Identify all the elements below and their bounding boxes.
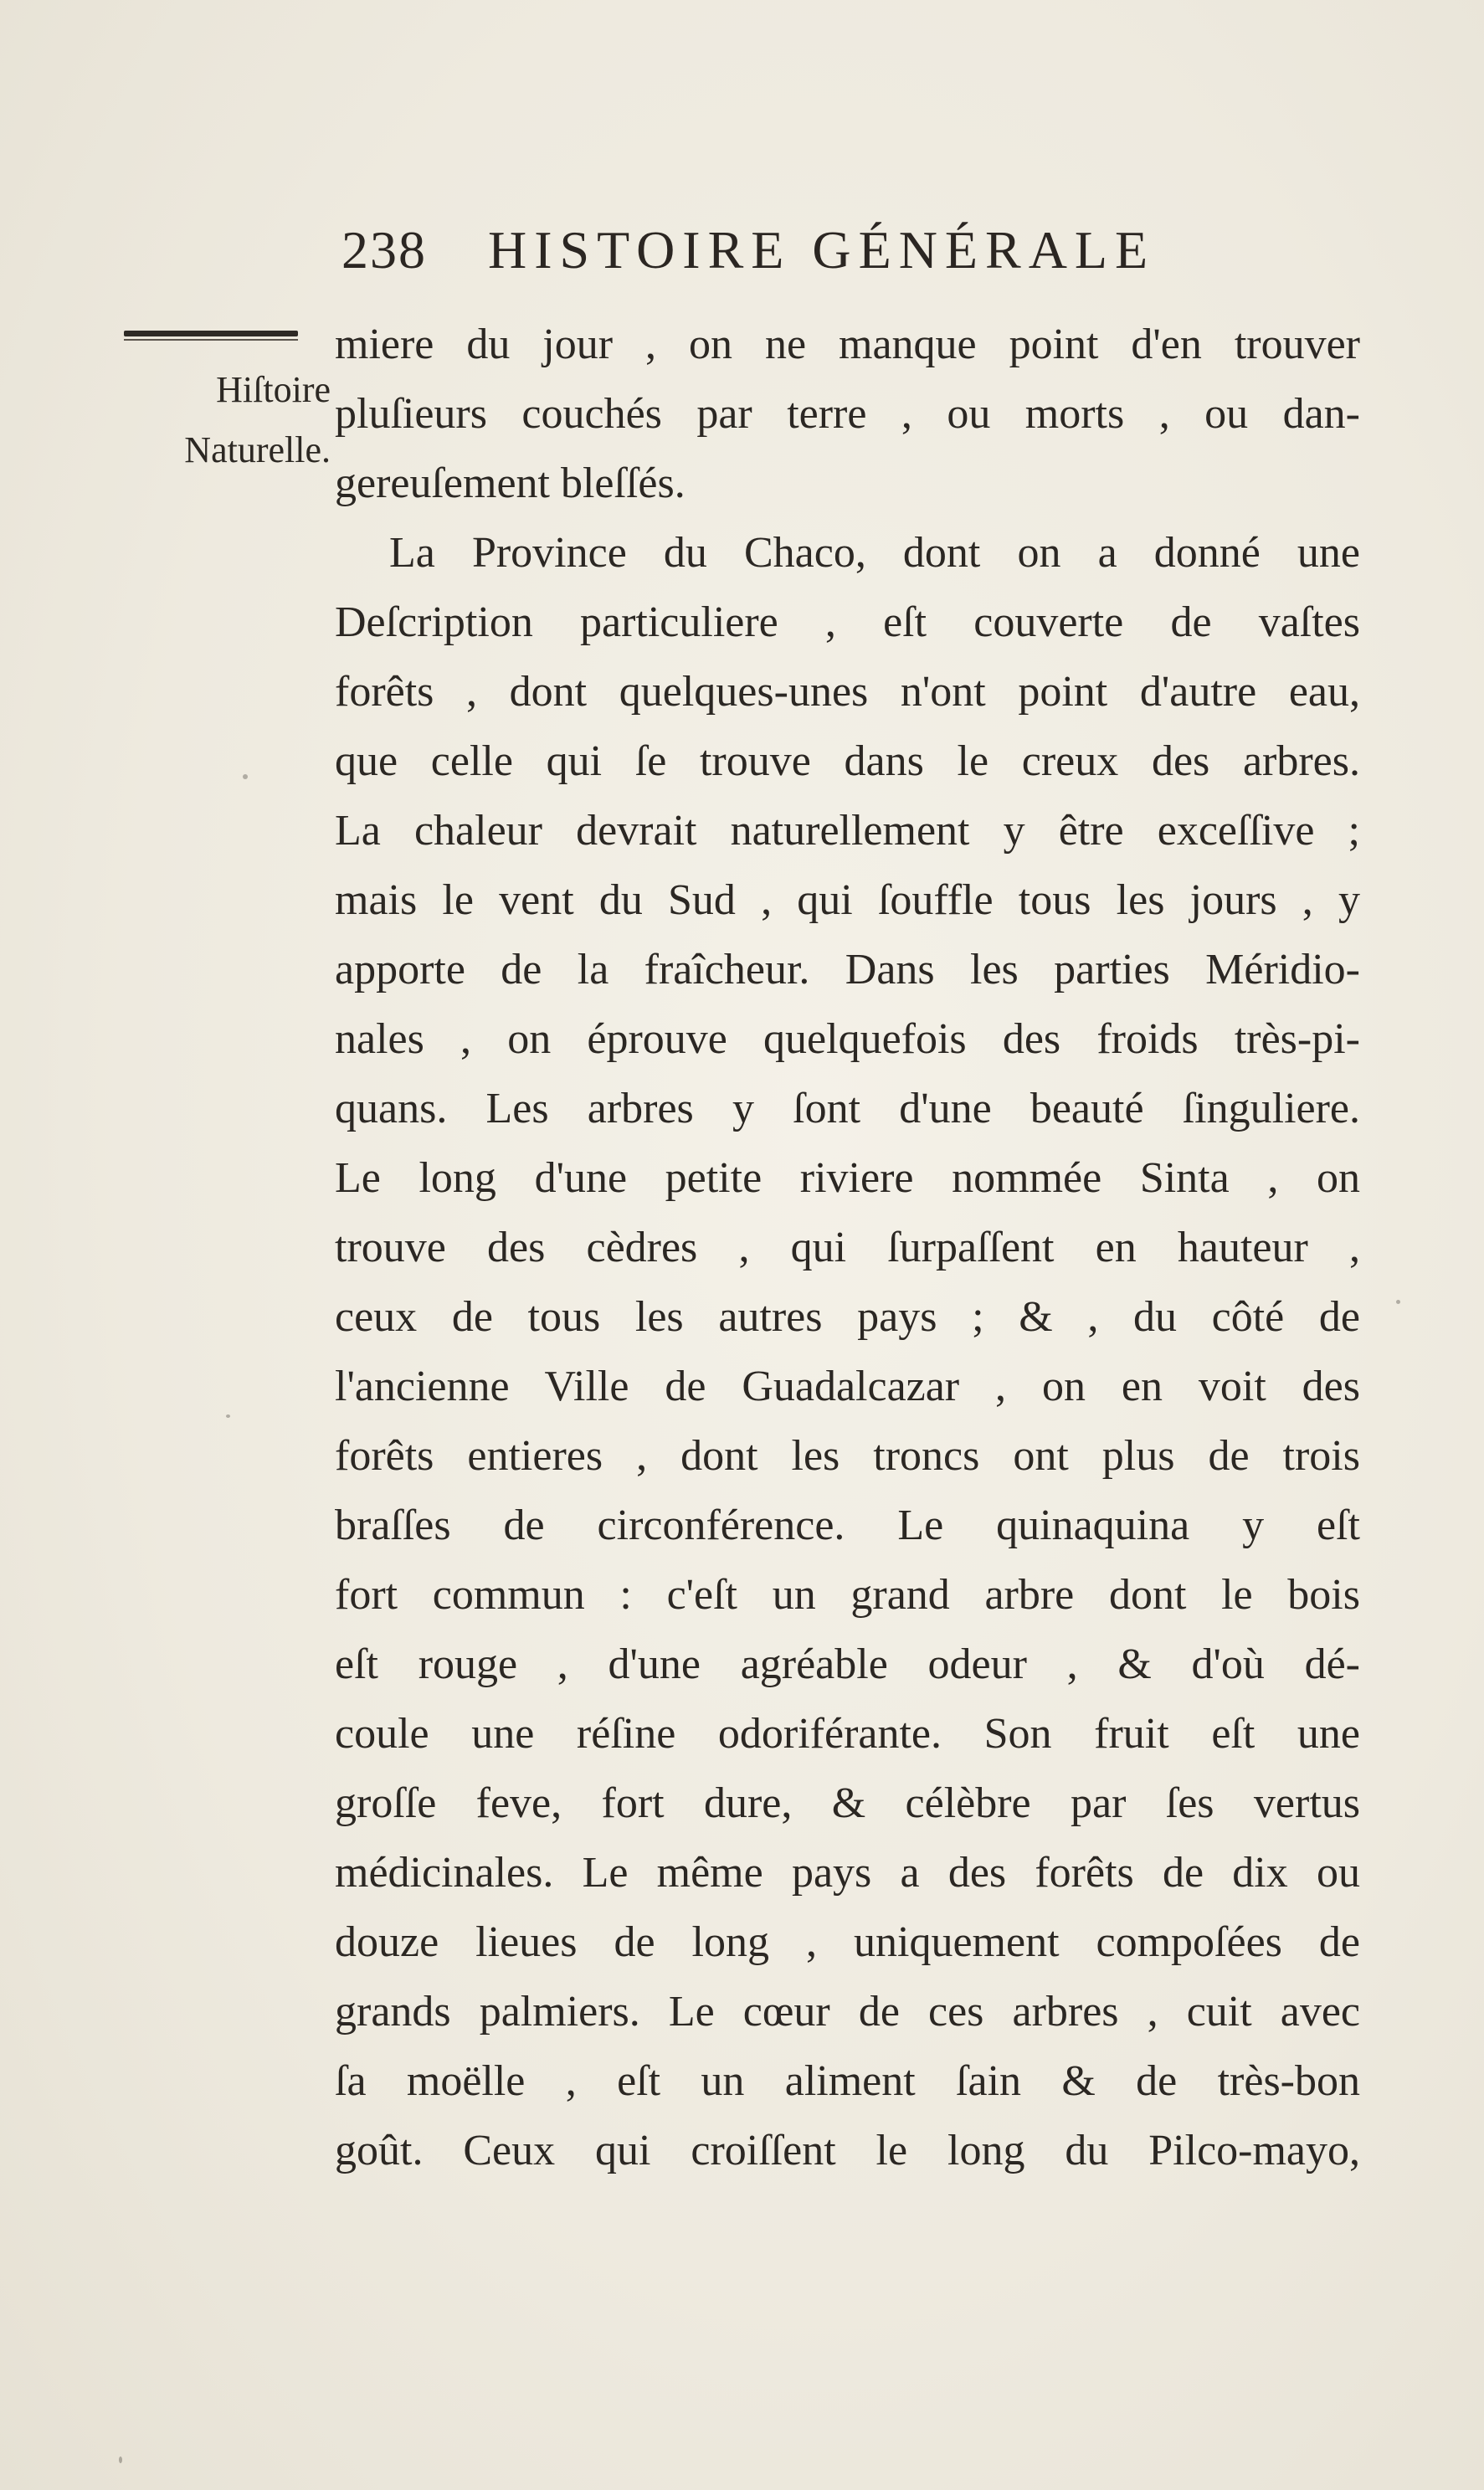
text-line: grands palmiers. Le cœur de ces arbres , cuit avec <box>335 1988 1360 2036</box>
text-line: forêts entieres , dont les troncs ont plus de trois <box>335 1432 1360 1480</box>
body-text <box>335 310 1360 2185</box>
running-title: HISTOIRE GÉNÉRALE <box>488 220 1156 280</box>
text-line: braſſes de circonférence. Le quinaquina y eſt <box>335 1502 1360 1549</box>
text-line: quans. Les arbres y ſont d'une beauté ſinguliere. <box>335 1085 1360 1132</box>
text-line: nales , on éprouve quelquefois des froids très-pi- <box>335 1015 1360 1063</box>
text-line: pluſieurs couchés par terre , ou morts , ou dan- <box>335 390 1360 438</box>
paper-speck <box>1396 1300 1400 1304</box>
text-line: coule une réſine odoriférante. Son fruit eſt une <box>335 1710 1360 1758</box>
text-line: groſſe feve, fort dure, & célèbre par ſes vertus <box>335 1779 1360 1827</box>
text-line: que celle qui ſe trouve dans le creux des arbres. <box>335 737 1360 785</box>
text-line: médicinales. Le même pays a des forêts de dix ou <box>335 1849 1360 1897</box>
text-line: La Province du Chaco, dont on a donné une <box>389 529 1360 577</box>
text-line: ſa moëlle , eſt un aliment ſain & de très-bon <box>335 2057 1360 2105</box>
text-line: fort commun : c'eſt un grand arbre dont le bois <box>335 1571 1360 1619</box>
running-head <box>341 219 1262 295</box>
paper-speck <box>119 2457 122 2463</box>
text-line: mais le vent du Sud , qui ſouffle tous les jours , y <box>335 876 1360 924</box>
margin-note-line: Hiſtoire <box>216 369 331 410</box>
text-line: eſt rouge , d'une agréable odeur , & d'où dé- <box>335 1640 1360 1688</box>
text-line: Le long d'une petite riviere nommée Sinta , on <box>335 1154 1360 1202</box>
text-line: ceux de tous les autres pays ; & , du côté de <box>335 1293 1360 1341</box>
text-line: forêts , dont quelques-unes n'ont point d'autre eau, <box>335 668 1360 716</box>
margin-rule <box>124 331 298 336</box>
text-line: apporte de la fraîcheur. Dans les parties Méridio- <box>335 946 1360 993</box>
text-line: goût. Ceux qui croiſſent le long du Pilco-mayo, <box>335 2127 1360 2174</box>
page-number: 238 <box>341 220 427 280</box>
paper-speck <box>243 774 248 779</box>
margin-note-line: Naturelle. <box>184 429 331 470</box>
text-line: trouve des cèdres , qui ſurpaſſent en hauteur , <box>335 1224 1360 1271</box>
text-line: La chaleur devrait naturellement y être exceſſive ; <box>335 807 1360 855</box>
margin-note <box>92 360 331 480</box>
paper-speck <box>226 1414 230 1418</box>
text-line: douze lieues de long , uniquement compoſées de <box>335 1918 1360 1966</box>
text-line: gereuſement bleſſés. <box>335 459 686 507</box>
text-line: Deſcription particuliere , eſt couverte de vaſtes <box>335 598 1360 646</box>
text-line: miere du jour , on ne manque point d'en trouver <box>335 321 1360 368</box>
text-line: l'ancienne Ville de Guadalcazar , on en voit des <box>335 1363 1360 1410</box>
